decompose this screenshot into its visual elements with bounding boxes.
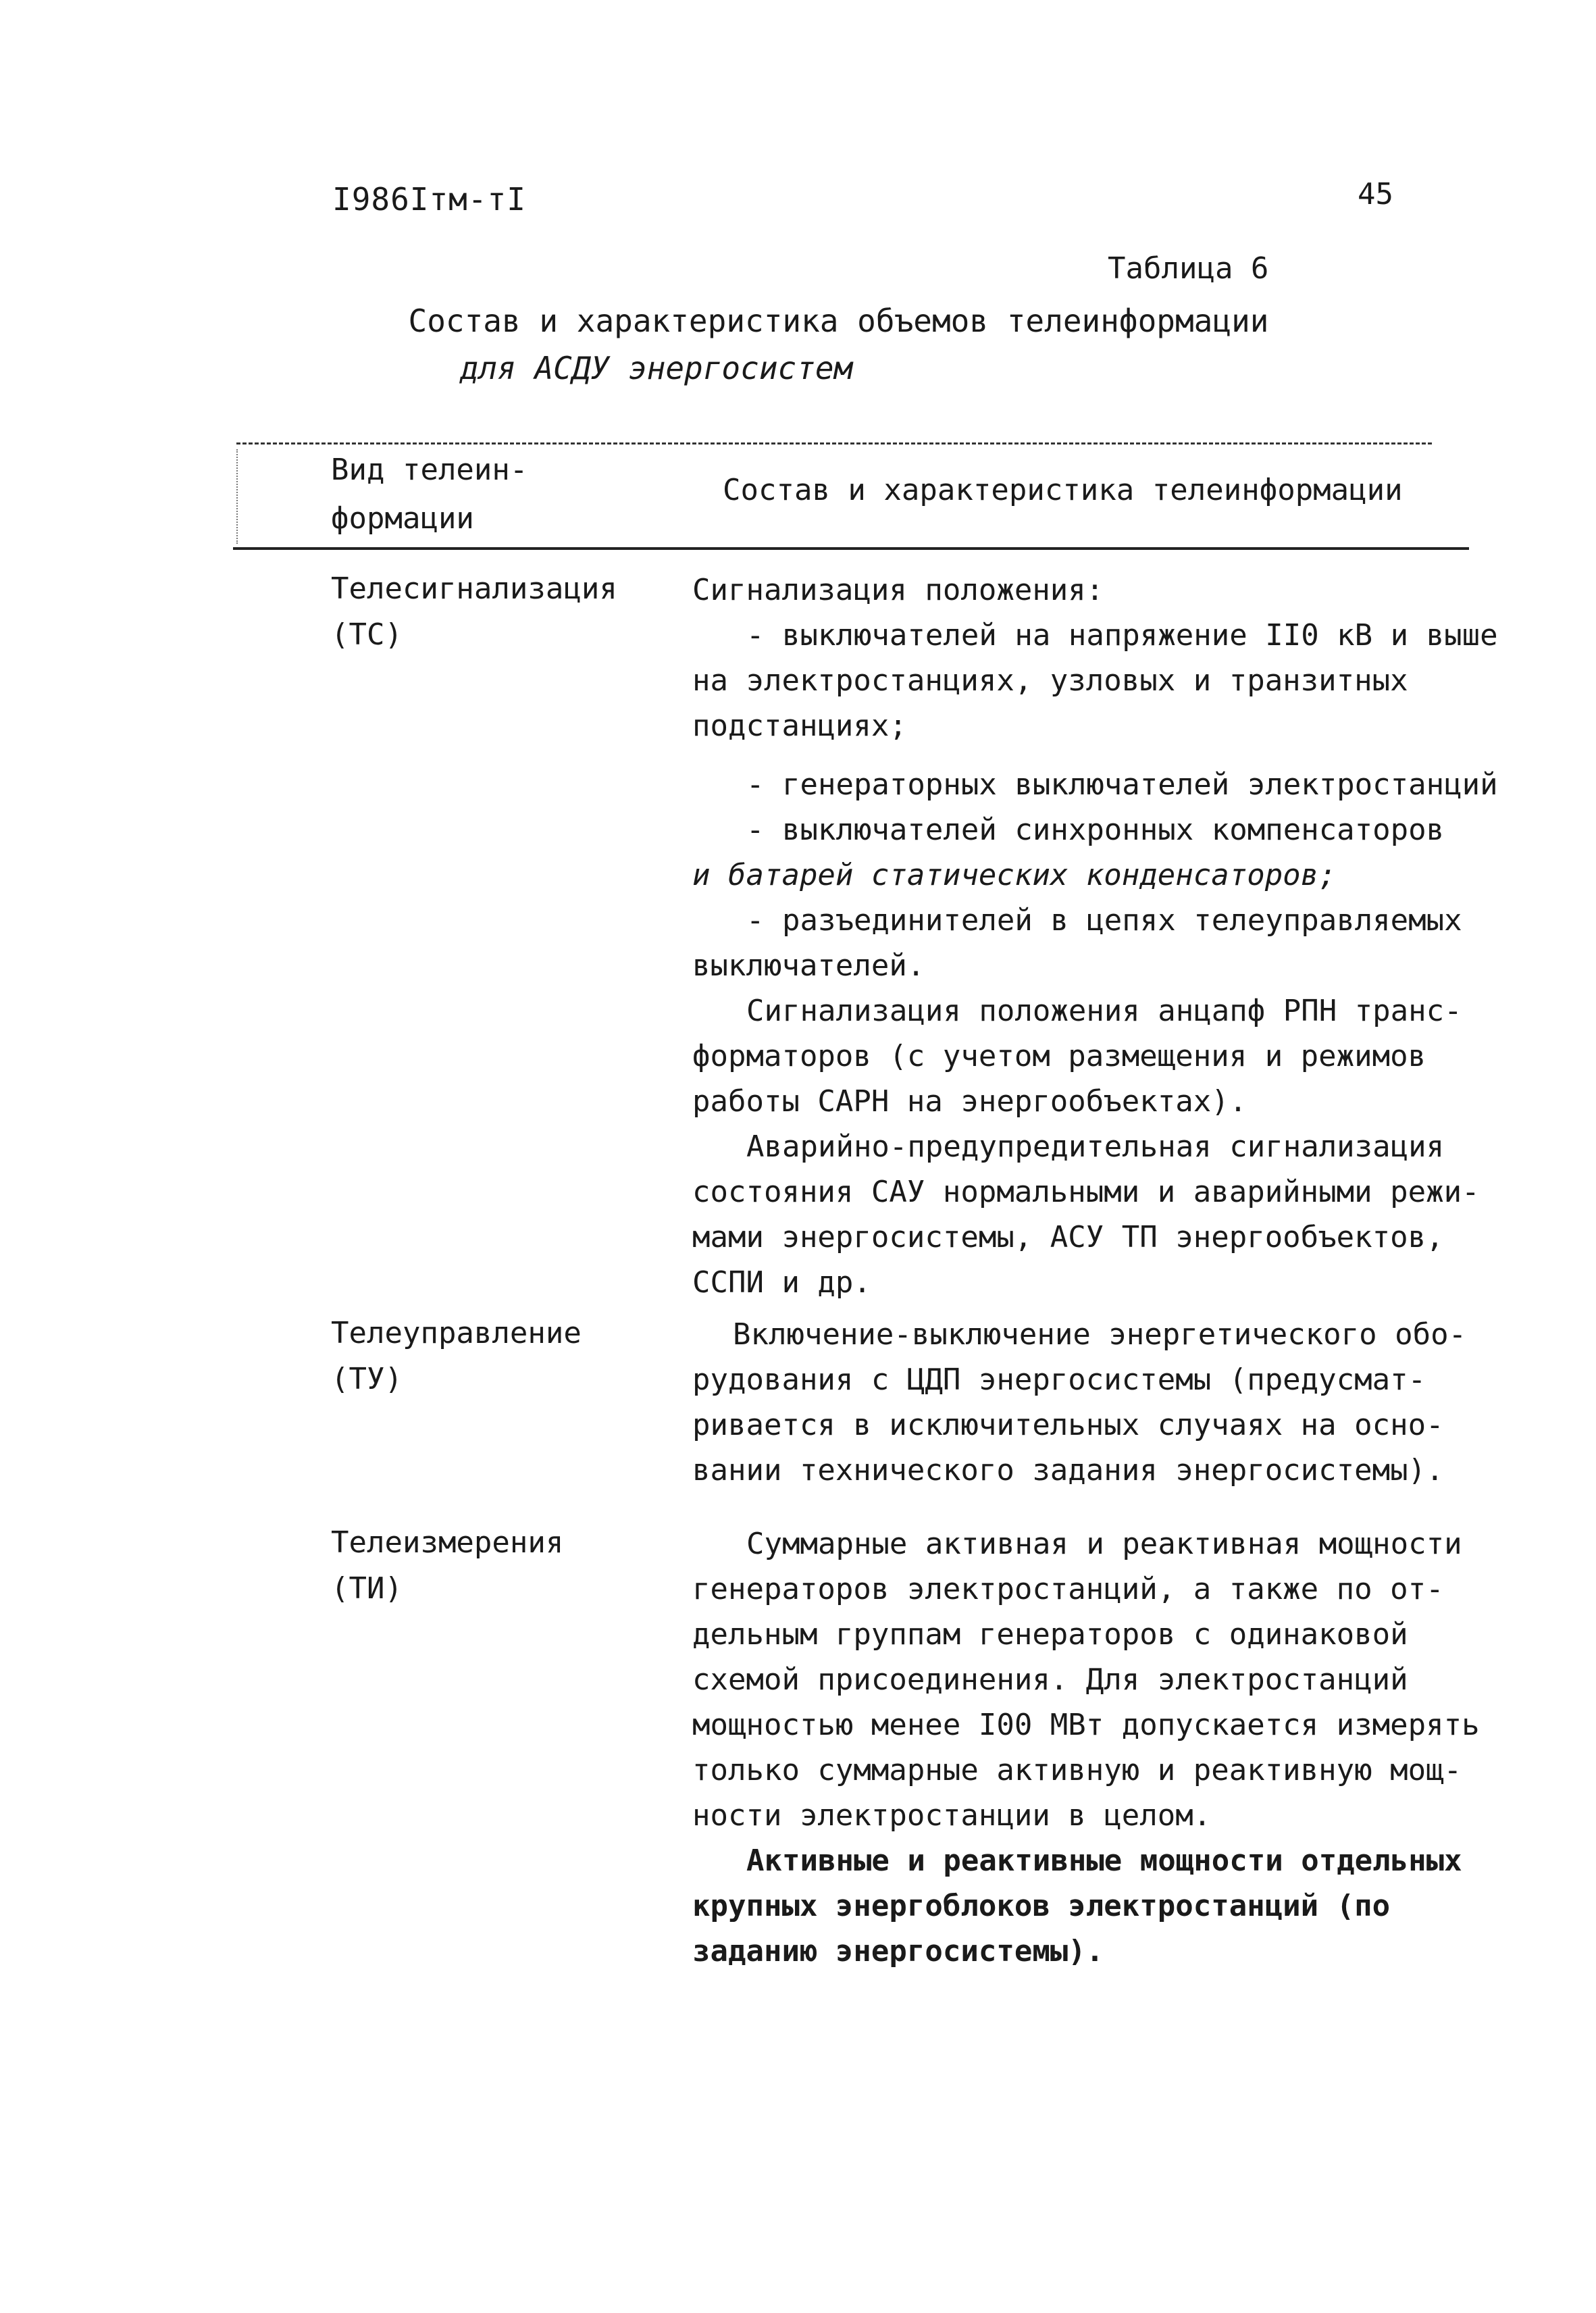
content-line: только суммарные активную и реактивную мощ-	[692, 1753, 1462, 1787]
content-line: заданию энергосистемы).	[692, 1934, 1104, 1968]
table-title-line-1: Состав и характеристика объемов телеинформации	[408, 303, 1269, 339]
content-line: вании технического задания энергосистемы).	[692, 1453, 1444, 1488]
row-ts-category	[331, 566, 617, 658]
content-line: Суммарные активная и реактивная мощности	[746, 1527, 1462, 1561]
content-line: форматоров (с учетом размещения и режимов	[692, 1039, 1426, 1073]
content-line: Сигнализация положения:	[692, 573, 1104, 607]
header-left-rule	[236, 449, 238, 544]
table-top-rule	[236, 442, 1432, 444]
content-line: - выключателей синхронных компенсаторов	[746, 813, 1445, 847]
content-line: генераторов электростанций, а также по от-	[692, 1572, 1444, 1606]
content-line: и батарей статических конденсаторов;	[692, 858, 1337, 892]
content-line: - выключателей на напряжение II0 кВ и выше	[746, 618, 1498, 653]
content-line: мами энергосистемы, АСУ ТП энергообъектов,	[692, 1220, 1444, 1254]
table-label: Таблица 6	[1108, 251, 1269, 286]
column-header-composition: Состав и характеристика телеинформации	[723, 473, 1403, 507]
category-abbr: (ТС)	[331, 617, 403, 652]
table-title-line-2: для АСДУ энергосистем	[459, 350, 853, 386]
content-line: выключателей.	[692, 948, 925, 983]
table-title	[0, 297, 1596, 392]
category-name: Телеизмерения	[331, 1525, 564, 1560]
row-ti-content	[692, 1521, 1503, 1974]
content-line: работы САРН на энергообъектах).	[692, 1084, 1247, 1119]
content-line: - разъединителей в цепях телеуправляемых	[746, 903, 1462, 938]
content-line: Аварийно-предупредительная сигнализация	[746, 1129, 1445, 1164]
content-line: подстанциях;	[692, 709, 907, 743]
content-line: мощностью менее I00 МВт допускается измерять	[692, 1708, 1480, 1742]
row-tu-content	[692, 1312, 1503, 1493]
column-header-type-line-1: Вид телеин-	[331, 453, 528, 487]
content-line: состояния САУ нормальными и аварийными режи-	[692, 1175, 1480, 1209]
content-line: ности электростанции в целом.	[692, 1798, 1212, 1833]
content-line: Сигнализация положения анцапф РПН транс-	[746, 994, 1462, 1028]
row-ts-content	[692, 567, 1503, 1305]
content-line: - генераторных выключателей электростанций	[746, 767, 1498, 802]
category-name: Телесигнализация	[331, 571, 617, 606]
content-line: схемой присоединения. Для электростанций	[692, 1662, 1408, 1697]
content-line: Включение-выключение энергетического обо-	[733, 1317, 1467, 1352]
row-ti-category	[331, 1520, 563, 1612]
category-abbr: (ТИ)	[331, 1571, 403, 1606]
column-header-type	[331, 446, 527, 543]
content-line: ССПИ и др.	[692, 1265, 871, 1300]
category-abbr: (ТУ)	[331, 1362, 403, 1396]
document-code: I986Iтм-тI	[332, 181, 526, 218]
row-tu-category	[331, 1311, 582, 1402]
content-line: крупных энергоблоков электростанций (по	[692, 1889, 1391, 1923]
header-bottom-rule	[233, 547, 1469, 550]
page-number: 45	[1358, 177, 1393, 211]
column-header-type-line-2: формации	[331, 501, 474, 536]
content-line: рудования с ЦДП энергосистемы (предусмат-	[692, 1363, 1426, 1397]
content-line: Активные и реактивные мощности отдельных	[746, 1844, 1462, 1878]
category-name: Телеуправление	[331, 1316, 582, 1350]
content-line: на электростанциях, узловых и транзитных	[692, 663, 1408, 698]
content-line: дельным группам генераторов с одинаковой	[692, 1617, 1408, 1652]
content-line: ривается в исключительных случаях на осно-	[692, 1408, 1444, 1442]
